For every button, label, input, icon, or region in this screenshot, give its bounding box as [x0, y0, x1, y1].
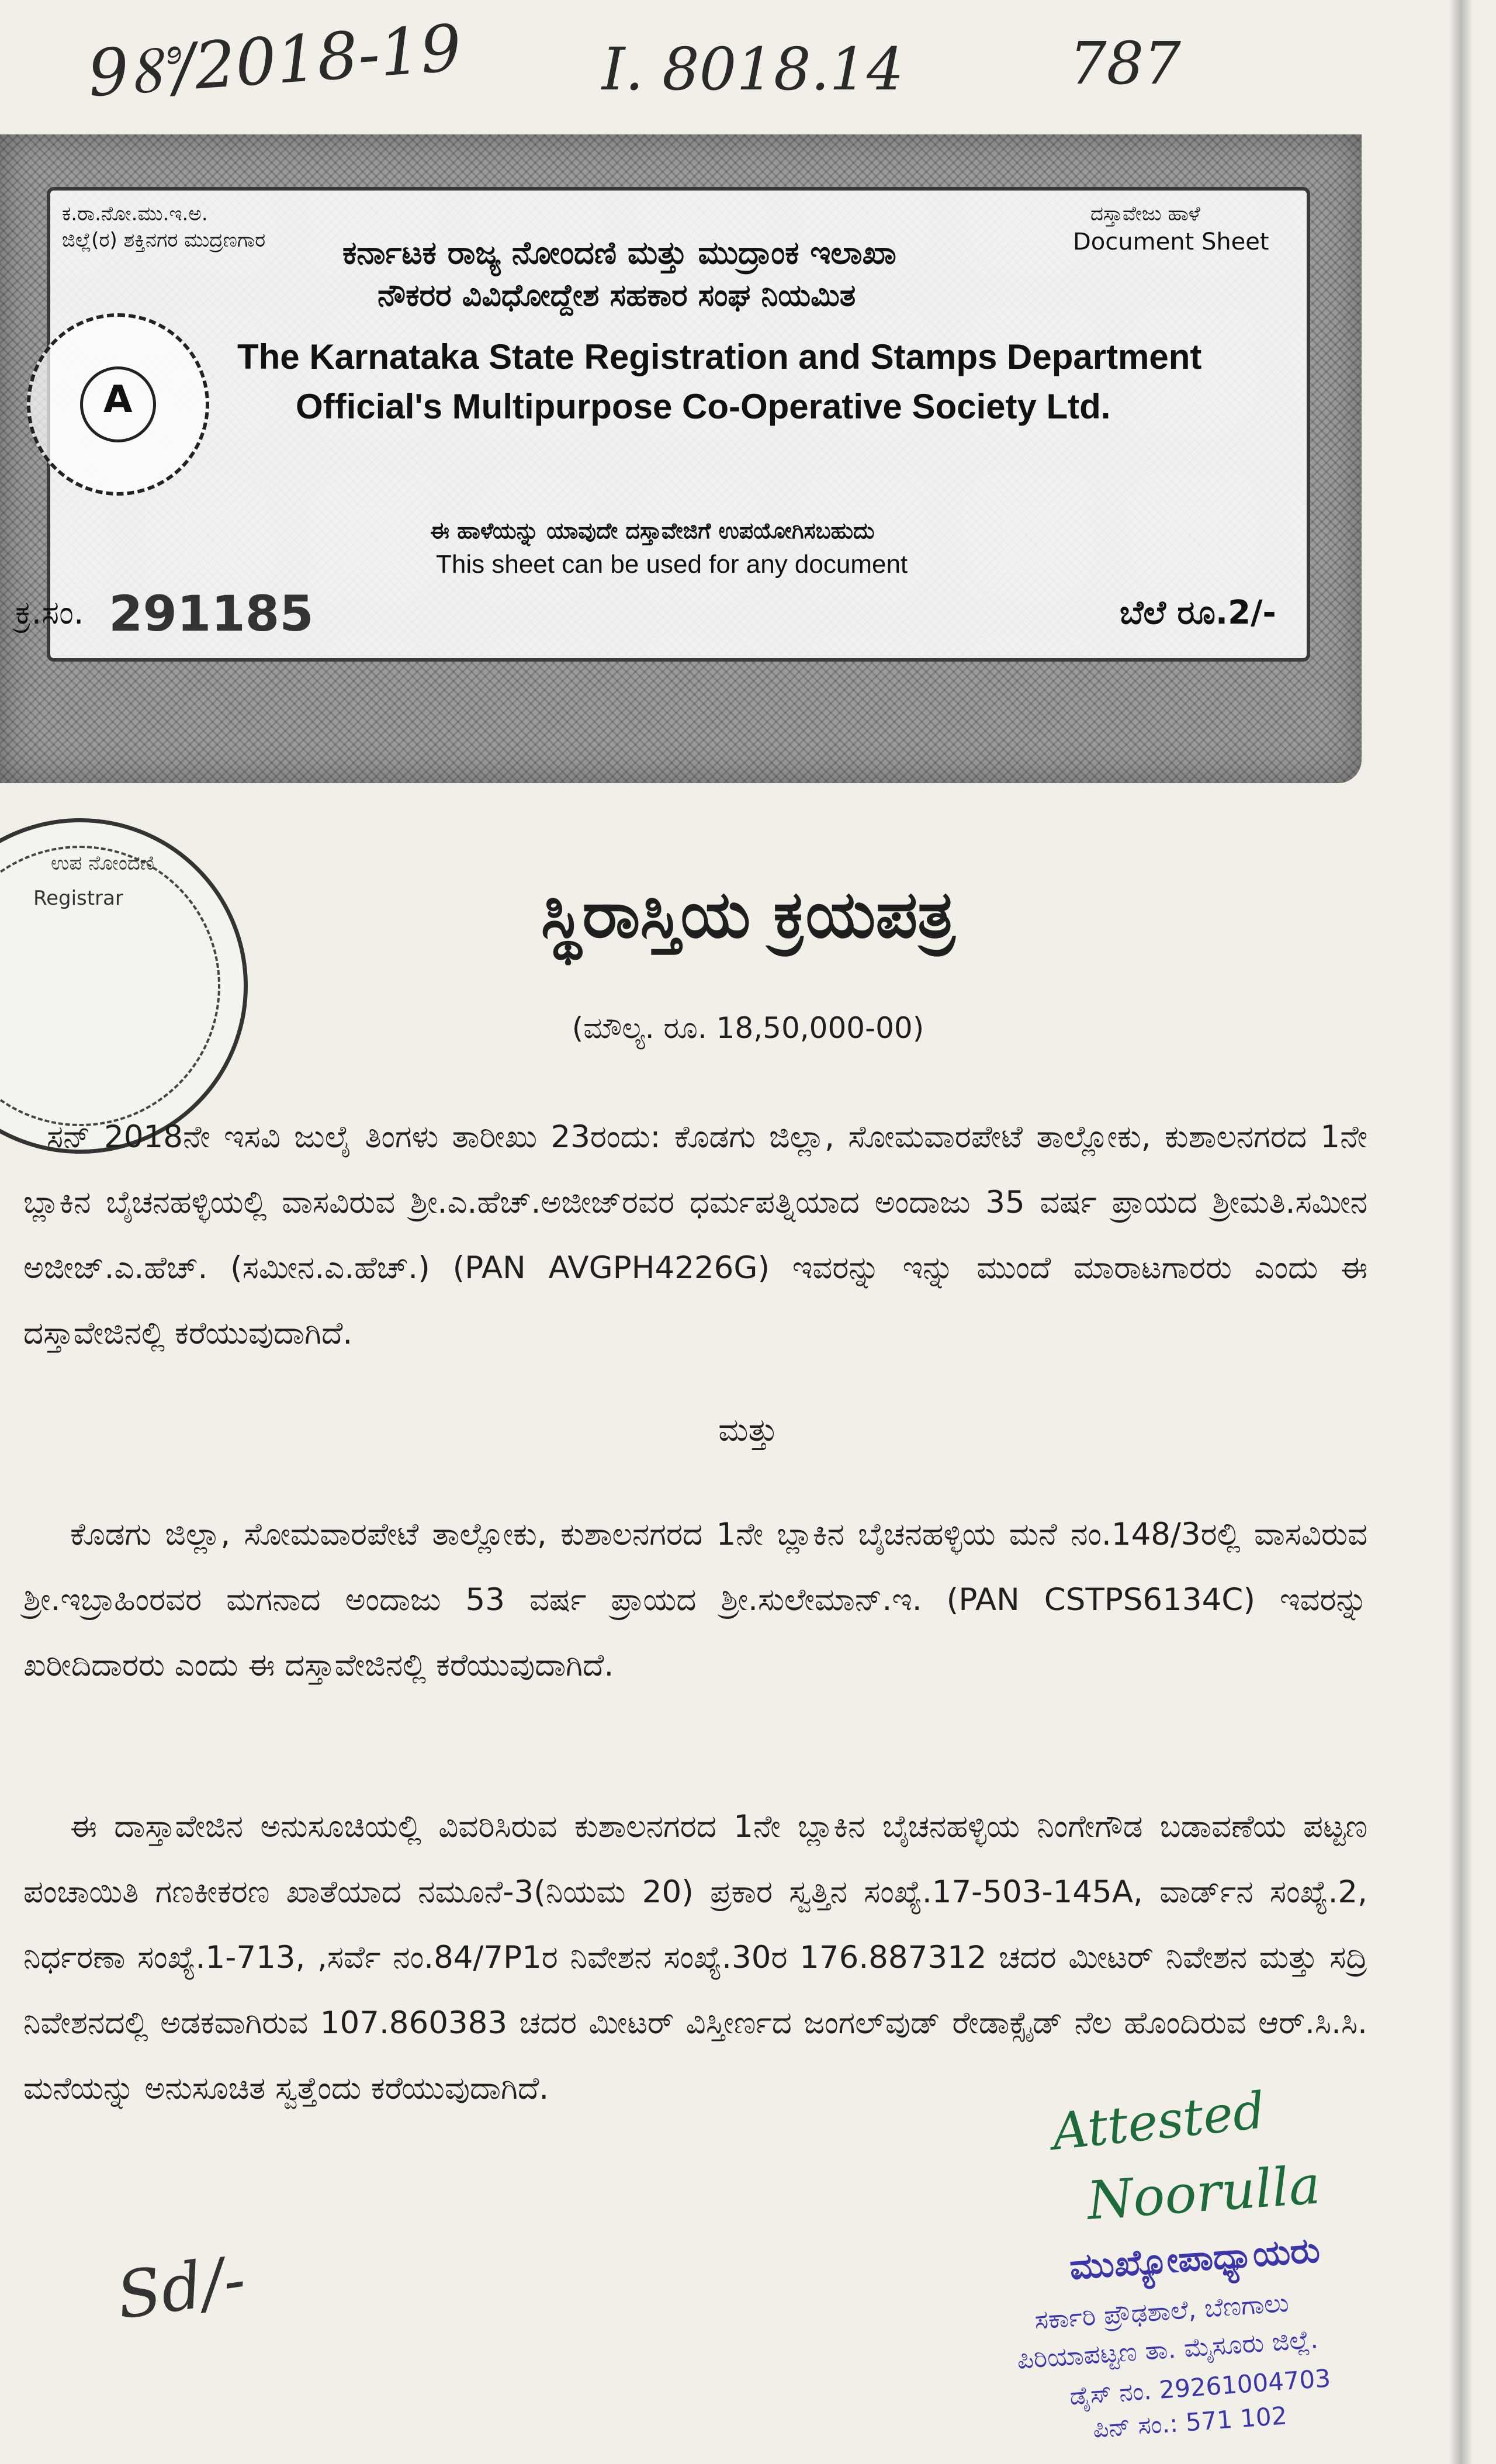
stamp-usage-english: This sheet can be used for any document: [436, 550, 908, 579]
handwritten-ref-right: 787: [1069, 29, 1181, 98]
paragraph-property: ಈ ದಾಸ್ತಾವೇಜಿನ ಅನುಸೂಚಿಯಲ್ಲಿ ವಿವರಿಸಿರುವ ಕುಶಾಲನಗರದ 1ನೇ ಬ್ಲಾಕಿನ ಬೈಚನಹಳ್ಳಿಯ ನಿಂಗೇಗೌಡ ಬಡಾವಣೆಯ ಪಟ್ಟಣ ಪಂಚಾಯಿತಿ ಗಣಕೀಕರಣ ಖಾತೆಯಾದ ನಮೂನೆ-3(ನಿಯಮ 20) ಪ್ರಕಾರ ಸ್ವತ್ತಿನ ಸಂಖ್ಯೆ.17-503-145A, ವಾರ್ಡ್‌ನ ಸಂಖ್ಯೆ.2, ನಿರ್ಧರಣಾ ಸಂಖ್ಯೆ.1-713, ,ಸರ್ವೆ ನಂ.84/7P1ರ ನಿವೇಶನ ಸಂಖ್ಯೆ.30ರ 176.887312 ಚದರ ಮೀಟರ್ ನಿವೇಶನ ಮತ್ತು ಸದ್ರಿ ನಿವೇಶನದಲ್ಲಿ ಅಡಕವಾಗಿರುವ 107.860383 ಚದರ ಮೀಟರ್ ವಿಸ್ತೀರ್ಣದ ಜಂಗಲ್‌ವುಡ್ ರೇಡಾಕ್ಸೈಡ್ ನೆಲ ಹೊಂದಿರುವ ಆರ್.ಸಿ.ಸಿ. ಮನೆಯನ್ನು ಅನುಸೂಚಿತ ಸ್ವತ್ತೆಂದು ಕರೆಯುವುದಾಗಿದೆ.: [23, 1809, 1367, 2106]
attester-pin: ಪಿನ್ ಸಂ.: 571 102: [1092, 2401, 1288, 2444]
paragraph-buyer: ಕೊಡಗು ಜಿಲ್ಲಾ, ಸೋಮವಾರಪೇಟೆ ತಾಲ್ಲೋಕು, ಕುಶಾಲನಗರದ 1ನೇ ಬ್ಲಾಕಿನ ಬೈಚನಹಳ್ಳಿಯ ಮನೆ ನಂ.148/3ರಲ್ಲಿ ವಾಸವಿರುವ ಶ್ರೀ.ಇಬ್ರಾಹಿಂರವರ ಮಗನಾದ ಅಂದಾಜು 53 ವರ್ಷ ಪ್ರಾಯದ ಶ್ರೀ.ಸುಲೇಮಾನ್.ಇ. (PAN CSTPS6134C) ಇವರನ್ನು ಖರೀದಿದಾರರು ಎಂದು ಈ ದಸ್ತಾವೇಜಿನಲ್ಲಿ ಕರೆಯುವುದಾಗಿದೆ.: [23, 1517, 1367, 1683]
attester-designation: ಮುಖ್ಯೋಪಾಧ್ಯಾಯರು: [1068, 2230, 1321, 2288]
scan-edge-shadow: [1449, 0, 1473, 2464]
stamp-panel: [15, 187, 1310, 662]
attested-handwriting: Attested: [1049, 2081, 1268, 2162]
stamp-price: ಬೆಲೆ ರೂ.2/-: [1120, 594, 1276, 632]
stamp-serial-number: 291185: [109, 585, 314, 642]
registrar-seal-text-top: ಉಪ ನೋಂದಣಿ: [51, 852, 154, 875]
stamp-top-left-line1: ಕ.ರಾ.ನೋ.ಮು.ಇ.ಅ.: [62, 202, 208, 226]
registrar-seal-text-side: Registrar: [33, 887, 123, 910]
handwritten-ref-left: 98ಿ/2018-19: [85, 10, 464, 112]
stamp-top-left-line2: ಜಿಲ್ಲೆ(ರ) ಶಕ್ತಿನಗರ ಮುದ್ರಣಗಾರ: [62, 229, 266, 252]
registrar-round-seal: [0, 818, 248, 1154]
connector-word: ಮತ್ತು: [718, 1411, 778, 1448]
doc-sheet-english: Document Sheet: [1073, 229, 1269, 255]
document-value: (ಮೌಲ್ಯ. ರೂ. 18,50,000-00): [572, 1011, 924, 1045]
doc-sheet-kannada: ದಸ್ತಾವೇಜು ಹಾಳೆ: [1090, 202, 1200, 226]
stamp-kannada-line2: ನೌಕರರ ವಿವಿಧೋದ್ದೇಶ ಸಹಕಾರ ಸಂಘ ನಿಯಮಿತ: [378, 278, 856, 313]
stamp-english-line2: Official's Multipurpose Co-Operative Society Ltd.: [296, 387, 1111, 426]
left-signature: Sd/-: [112, 2241, 250, 2334]
stamp-paper-header: [0, 134, 1362, 783]
attester-signature: Noorulla: [1085, 2154, 1322, 2232]
society-seal: [27, 313, 209, 496]
paragraph-seller: ಸನ್ 2018ನೇ ಇಸವಿ ಜುಲೈ ತಿಂಗಳು ತಾರೀಖು 23ರಂದು: ಕೊಡಗು ಜಿಲ್ಲಾ, ಸೋಮವಾರಪೇಟೆ ತಾಲ್ಲೋಕು, ಕುಶಾಲನಗರದ 1ನೇ ಬ್ಲಾಕಿನ ಬೈಚನಹಳ್ಳಿಯಲ್ಲಿ ವಾಸವಿರುವ ಶ್ರೀ.ಎ.ಹೆಚ್.ಅಜೀಜ್‌ರವರ ಧರ್ಮಪತ್ನಿಯಾದ ಅಂದಾಜು 35 ವರ್ಷ ಪ್ರಾಯದ ಶ್ರೀಮತಿ.ಸಮೀನ ಅಜೀಜ್.ಎ.ಹೆಚ್. (ಸಮೀನ.ಎ.ಹೆಚ್.) (PAN AVGPH4226G) ಇವರನ್ನು ಇನ್ನು ಮುಂದೆ ಮಾರಾಟಗಾರರು ಎಂದು ಈ ದಸ್ತಾವೇಜಿನಲ್ಲಿ ಕರೆಯುವುದಾಗಿದೆ.: [23, 1119, 1367, 1351]
society-seal-letter: A: [103, 378, 133, 421]
stamp-kannada-line1: ಕರ್ನಾಟಕ ರಾಜ್ಯ ನೋಂದಣಿ ಮತ್ತು ಮುದ್ರಾಂಕ ಇಲಾಖಾ: [342, 234, 896, 271]
stamp-serial-prefix: ಕ್ರ.ಸಂ.: [15, 594, 84, 632]
stamp-english-line1: The Karnataka State Registration and Stamps Department: [237, 337, 1202, 376]
document-title: ಸ್ಥಿರಾಸ್ತಿಯ ಕ್ರಯಪತ್ರ: [541, 877, 955, 953]
attester-dise-number: ಡೈಸ್ ನಂ. 29261004703: [1068, 2363, 1332, 2411]
stamp-usage-kannada: ಈ ಹಾಳೆಯನ್ನು ಯಾವುದೇ ದಸ್ತಾವೇಜಿಗೆ ಉಪಯೋಗಿಸಬಹುದು: [430, 518, 875, 544]
attester-taluk: ಪಿರಿಯಾಪಟ್ಟಣ ತಾ. ಮೈಸೂರು ಜಿಲ್ಲೆ.: [1016, 2324, 1320, 2375]
attester-school: ಸರ್ಕಾರಿ ಪ್ರೌಢಶಾಲೆ, ಬೆಣಗಾಲು: [1033, 2287, 1290, 2336]
handwritten-ref-center: I. 8018.14: [602, 35, 904, 103]
